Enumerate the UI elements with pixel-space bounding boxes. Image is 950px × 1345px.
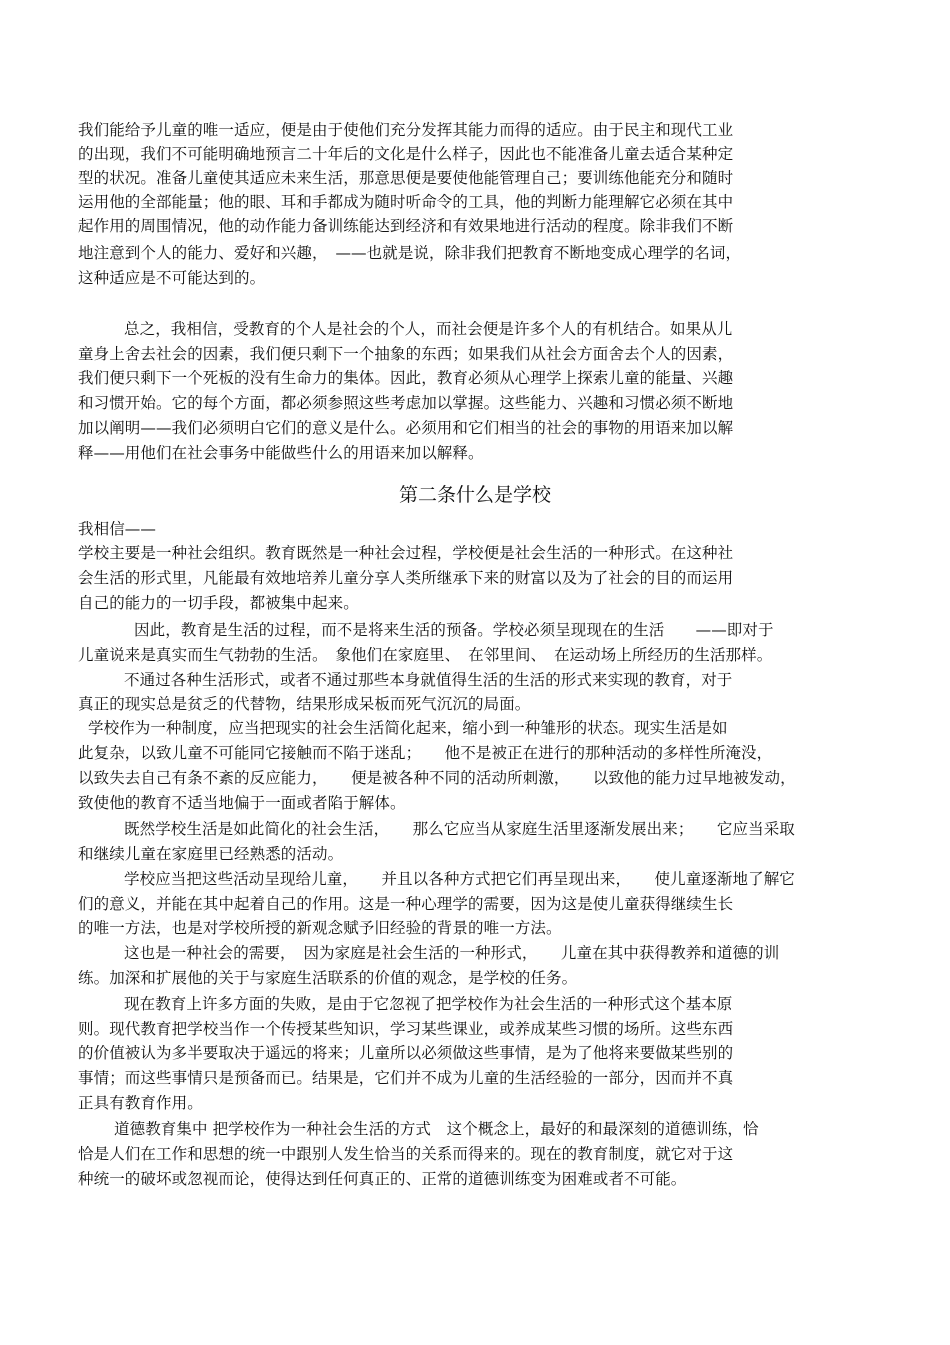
text-line: 这也是一种社会的需要， 因为家庭是社会生活的一种形式， 儿童在其中获得教养和道德的训 bbox=[124, 944, 780, 962]
text-line: 我们能给予儿童的唯一适应，便是由于使他们充分发挥其能力而得的适应。由于民主和现代工业 bbox=[78, 121, 734, 139]
section-title: 第二条什么是学校 bbox=[398, 484, 551, 506]
text-line: 和习惯开始。它的每个方面，都必须参照这些考虑加以掌握。这些能力、兴趣和习惯必须不断地 bbox=[78, 394, 734, 412]
text-line: 不通过各种生活形式，或者不通过那些本身就值得生活的生活的形式来实现的教育，对于 bbox=[124, 671, 733, 689]
text-line: 事情；而这些事情只是预备而已。结果是，它们并不成为儿童的生活经验的一部分，因而并不真 bbox=[78, 1069, 734, 1087]
text-line: 运用他的全部能量；他的眼、耳和手都成为随时听命令的工具，他的判断力能理解它必须在其中 bbox=[78, 193, 734, 211]
text-line: 的唯一方法，也是对学校所授的新观念赋予旧经验的背景的唯一方法。 bbox=[78, 919, 562, 937]
text-line: 真正的现实总是贫乏的代替物，结果形成呆板而死气沉沉的局面。 bbox=[78, 695, 531, 713]
text-line: 恰是人们在工作和思想的统一中跟别人发生恰当的关系而得来的。现在的教育制度，就它对于这 bbox=[78, 1145, 734, 1163]
text-line: 加以阐明——我们必须明白它们的意义是什么。必须用和它们相当的社会的事物的用语来加以解 bbox=[78, 419, 734, 437]
text-line: 的出现，我们不可能明确地预言二十年后的文化是什么样子，因此也不能准备儿童去适合某种定 bbox=[78, 145, 734, 163]
text-line: 学校作为一种制度，应当把现实的社会生活简化起来，缩小到一种雏形的状态。现实生活是如 bbox=[88, 719, 728, 737]
text-line: 童身上舍去社会的因素，我们便只剩下一个抽象的东西；如果我们从社会方面舍去个人的因素， bbox=[78, 345, 734, 363]
text-line: 自己的能力的一切手段，都被集中起来。 bbox=[78, 594, 359, 612]
text-line: 致使他的教育不适当地偏于一面或者陷于解体。 bbox=[78, 794, 406, 812]
text-line: 和继续儿童在家庭里已经熟悉的活动。 bbox=[78, 845, 344, 863]
text-line: 此复杂，以致儿童不可能同它接触而不陷于迷乱； 他不是被正在进行的那种活动的多样性所淹没， bbox=[78, 744, 773, 762]
text-line: 因此，教育是生活的过程，而不是将来生活的预备。学校必须呈现现在的生活 ——即对于 bbox=[134, 621, 774, 639]
text-line: 道德教育集中 把学校作为一种社会生活的方式 这个概念上，最好的和最深刻的道德训练，恰 bbox=[114, 1120, 759, 1138]
text-line: 学校主要是一种社会组织。教育既然是一种社会过程，学校便是社会生活的一种形式。在这种社 bbox=[78, 544, 734, 562]
text-line: 儿童说来是真实而生气勃勃的生活。 象他们在家庭里、 在邻里间、 在运动场上所经历的生活那样。 bbox=[78, 646, 773, 664]
text-line: 以致失去自己有条不紊的反应能力， 便是被各种不同的活动所刺激， 以致他的能力过早地被发动， bbox=[78, 769, 796, 787]
text-line: 会生活的形式里，凡能最有效地培养儿童分享人类所继承下来的财富以及为了社会的目的而运用 bbox=[78, 569, 734, 587]
text-line: 种统一的破坏或忽视而论，使得达到任何真正的、正常的道德训练变为困难或者不可能。 bbox=[78, 1170, 687, 1188]
text-line: 们的意义，并能在其中起着自己的作用。这是一种心理学的需要，因为这是使儿童获得继续生长 bbox=[78, 895, 734, 913]
text-line: 起作用的周围情况，他的动作能力备训练能达到经济和有效果地进行活动的程度。除非我们不断 bbox=[78, 217, 734, 235]
text-line: 现在教育上许多方面的失败，是由于它忽视了把学校作为社会生活的一种形式这个基本原 bbox=[124, 995, 733, 1013]
text-line: 总之，我相信，受教育的个人是社会的个人，而社会便是许多个人的有机结合。如果从儿 bbox=[124, 320, 733, 338]
text-line: 正具有教育作用。 bbox=[78, 1094, 203, 1112]
text-line: 型的状况。准备儿童使其适应未来生活，那意思便是要使他能管理自己；要训练他能充分和随时 bbox=[78, 169, 734, 187]
text-line: 既然学校生活是如此简化的社会生活， 那么它应当从家庭生活里逐渐发展出来； 它应当采取 bbox=[124, 820, 795, 838]
text-line: 的价值被认为多半要取决于遥远的将来；儿童所以必须做这些事情，是为了他将来要做某些别的 bbox=[78, 1044, 734, 1062]
text-line: 释——用他们在社会事务中能做些什么的用语来加以解释。 bbox=[78, 444, 484, 462]
text-line: 我们便只剩下一个死板的没有生命力的集体。因此，教育必须从心理学上探索儿童的能量、兴趣 bbox=[78, 369, 734, 387]
text-line: 练。加深和扩展他的关于与家庭生活联系的价值的观念，是学校的任务。 bbox=[78, 969, 578, 987]
text-line: 学校应当把这些活动呈现给儿童， 并且以各种方式把它们再呈现出来， 使儿童逐渐地了解它 bbox=[124, 870, 795, 888]
text-line: 则。现代教育把学校当作一个传授某些知识，学习某些课业，或养成某些习惯的场所。这些东西 bbox=[78, 1020, 734, 1038]
text-line: 地注意到个人的能力、爱好和兴趣， ——也就是说，除非我们把教育不断地变成心理学的名词， bbox=[78, 244, 742, 262]
text-line: 我相信—— bbox=[78, 520, 157, 538]
text-line: 这种适应是不可能达到的。 bbox=[78, 269, 266, 287]
